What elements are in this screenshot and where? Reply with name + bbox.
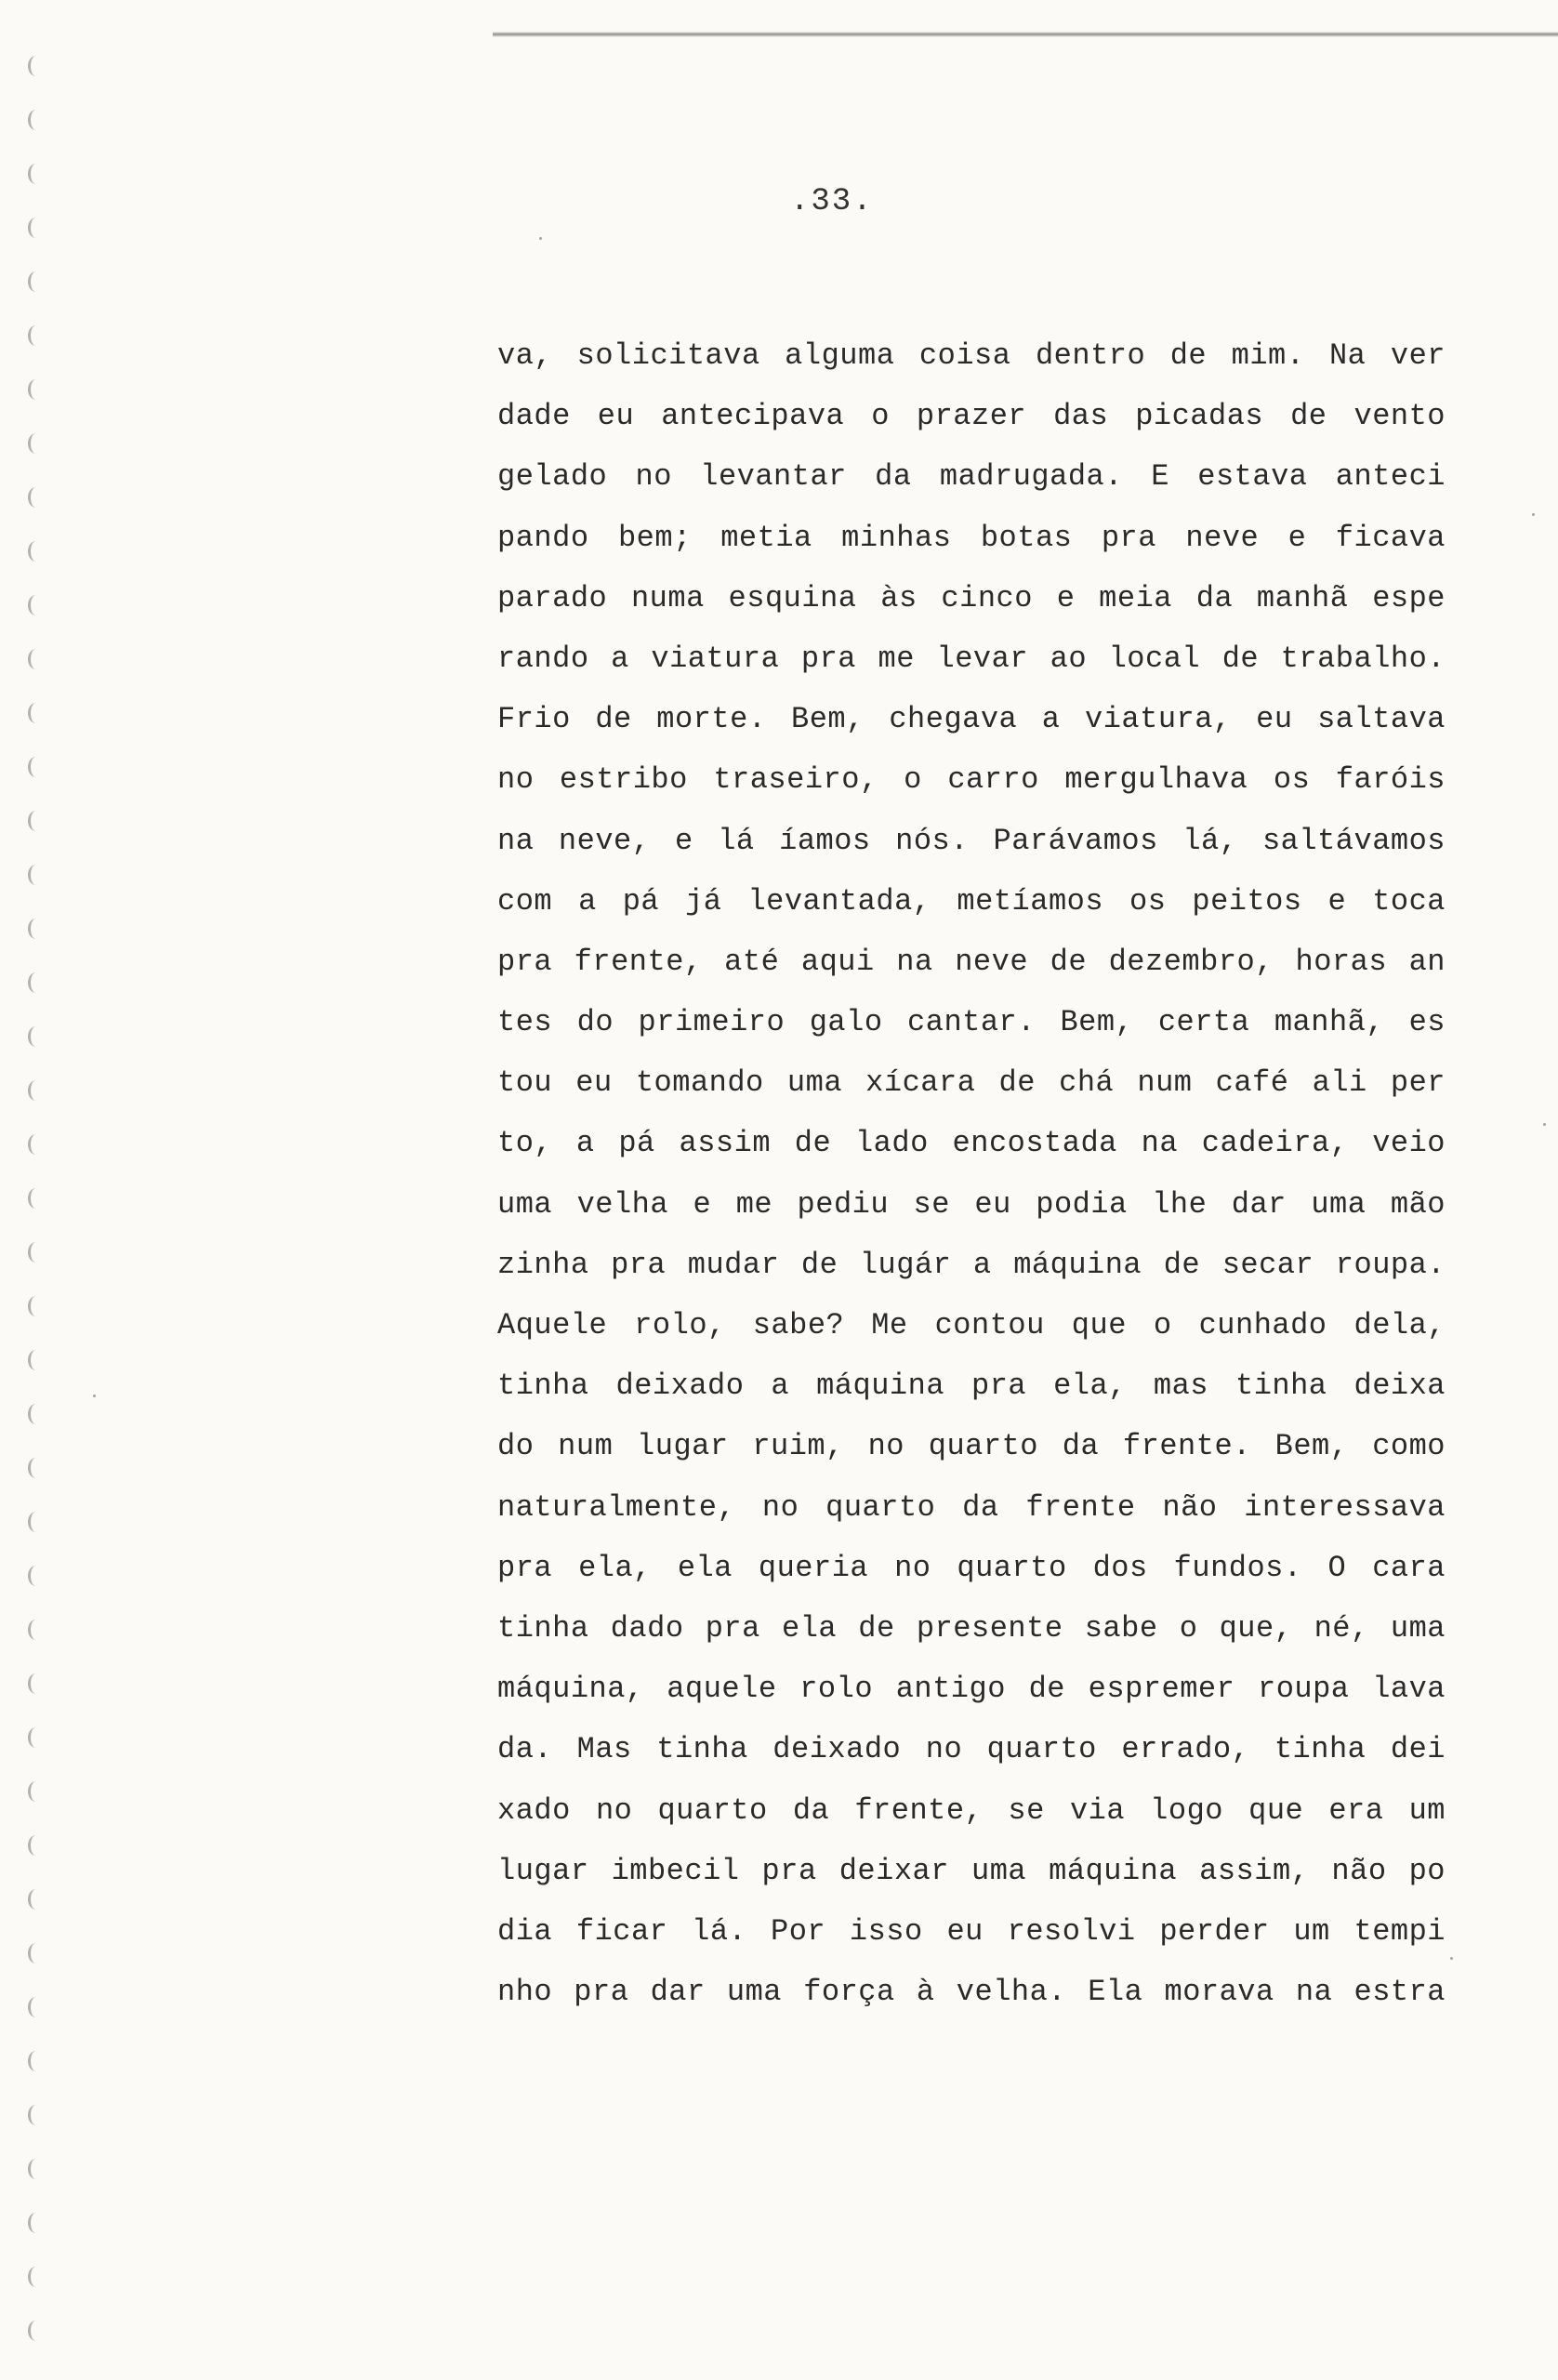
scan-speck	[1450, 1957, 1453, 1960]
text-line: na neve, e lá íamos nós. Parávamos lá, saltávamos	[497, 823, 1446, 858]
binding-holes	[0, 0, 65, 2380]
binding-hole	[28, 541, 44, 562]
text-line: dade eu antecipava o prazer das picadas de vento	[497, 399, 1446, 434]
text-line: dia ficar lá. Por isso eu resolvi perder um tempi	[497, 1913, 1446, 1949]
text-line: gelado no levantar da madrugada. E estava anteci	[497, 459, 1446, 495]
binding-hole	[28, 379, 44, 400]
text-line: xado no quarto da frente, se via logo que era um	[497, 1792, 1446, 1828]
text-line: Frio de morte. Bem, chegava a viatura, eu saltava	[497, 702, 1446, 737]
binding-hole	[28, 595, 44, 615]
binding-hole	[28, 2159, 44, 2179]
binding-hole	[28, 433, 44, 454]
text-line: uma velha e me pediu se eu podia lhe dar uma mão	[497, 1186, 1446, 1222]
text-line: zinha pra mudar de lugár a máquina de secar roupa.	[497, 1247, 1446, 1282]
binding-hole	[28, 1350, 44, 1370]
binding-hole	[28, 164, 44, 184]
scan-speck	[539, 237, 542, 240]
binding-hole	[28, 649, 44, 669]
binding-hole	[28, 56, 44, 76]
binding-hole	[28, 325, 44, 346]
scan-speck	[1532, 513, 1535, 516]
binding-hole	[28, 1134, 44, 1155]
binding-hole	[28, 1188, 44, 1209]
text-line: com a pá já levantada, metíamos os peitos e toca	[497, 883, 1446, 919]
body-text	[497, 325, 1446, 2022]
binding-hole	[28, 1620, 44, 1640]
binding-hole	[28, 2320, 44, 2341]
text-line: Aquele rolo, sabe? Me contou que o cunhado dela,	[497, 1308, 1446, 1342]
text-line: tinha deixado a máquina pra ela, mas tinha deixa	[497, 1368, 1446, 1404]
text-line: pando bem; metia minhas botas pra neve e ficava	[497, 520, 1446, 555]
text-line: tinha dado pra ela de presente sabe o que, né, uma	[497, 1610, 1446, 1646]
text-line: to, a pá assim de lado encostada na cadeira, veio	[497, 1126, 1446, 1161]
binding-hole	[28, 1404, 44, 1424]
binding-hole	[28, 1026, 44, 1047]
text-line: do num lugar ruim, no quarto da frente. Bem, como	[497, 1429, 1446, 1464]
binding-hole	[28, 1080, 44, 1101]
binding-hole	[28, 703, 44, 723]
binding-hole	[28, 1889, 44, 1910]
binding-hole	[28, 1943, 44, 1964]
text-line: pra ela, ela queria no quarto dos fundos. O cara	[497, 1550, 1446, 1585]
text-line: pra frente, até aqui na neve de dezembro, horas an	[497, 944, 1446, 979]
text-line: nho pra dar uma força à velha. Ela morava na estra	[497, 1975, 1446, 2010]
binding-hole	[28, 1566, 44, 1586]
binding-hole	[28, 2105, 44, 2125]
binding-hole	[28, 811, 44, 831]
binding-hole	[28, 1458, 44, 1478]
binding-hole	[28, 2213, 44, 2233]
binding-hole	[28, 110, 44, 130]
text-line: da. Mas tinha deixado no quarto errado, tinha dei	[497, 1732, 1446, 1767]
binding-hole	[28, 2267, 44, 2287]
binding-hole	[28, 1781, 44, 1802]
binding-hole	[28, 1242, 44, 1263]
binding-hole	[28, 1512, 44, 1532]
text-line: naturalmente, no quarto da frente não interessava	[497, 1489, 1446, 1525]
page-number: .33.	[790, 184, 874, 219]
scan-speck	[1543, 1123, 1546, 1126]
scan-speck	[93, 1395, 96, 1397]
binding-hole	[28, 865, 44, 885]
binding-hole	[28, 1673, 44, 1694]
binding-hole	[28, 757, 44, 777]
binding-hole	[28, 972, 44, 993]
text-line: parado numa esquina às cinco e meia da manhã espe	[497, 580, 1446, 615]
binding-hole	[28, 487, 44, 508]
text-line: tes do primeiro galo cantar. Bem, certa manhã, es	[497, 1005, 1446, 1040]
binding-hole	[28, 218, 44, 238]
text-line: va, solicitava alguma coisa dentro de mim. Na ver	[497, 338, 1446, 373]
binding-hole	[28, 2051, 44, 2071]
binding-hole	[28, 271, 44, 292]
text-line: tou eu tomando uma xícara de chá num café ali per	[497, 1065, 1446, 1101]
binding-hole	[28, 1296, 44, 1316]
text-line: no estribo traseiro, o carro mergulhava os faróis	[497, 762, 1446, 798]
binding-hole	[28, 1997, 44, 2017]
text-line: máquina, aquele rolo antigo de espremer roupa lava	[497, 1672, 1446, 1707]
text-line: lugar imbecil pra deixar uma máquina assim, não po	[497, 1853, 1446, 1888]
top-scan-edge	[493, 32, 1558, 37]
binding-hole	[28, 919, 44, 939]
binding-hole	[28, 1835, 44, 1856]
binding-hole	[28, 1727, 44, 1748]
text-line: rando a viatura pra me levar ao local de trabalho.	[497, 641, 1446, 676]
